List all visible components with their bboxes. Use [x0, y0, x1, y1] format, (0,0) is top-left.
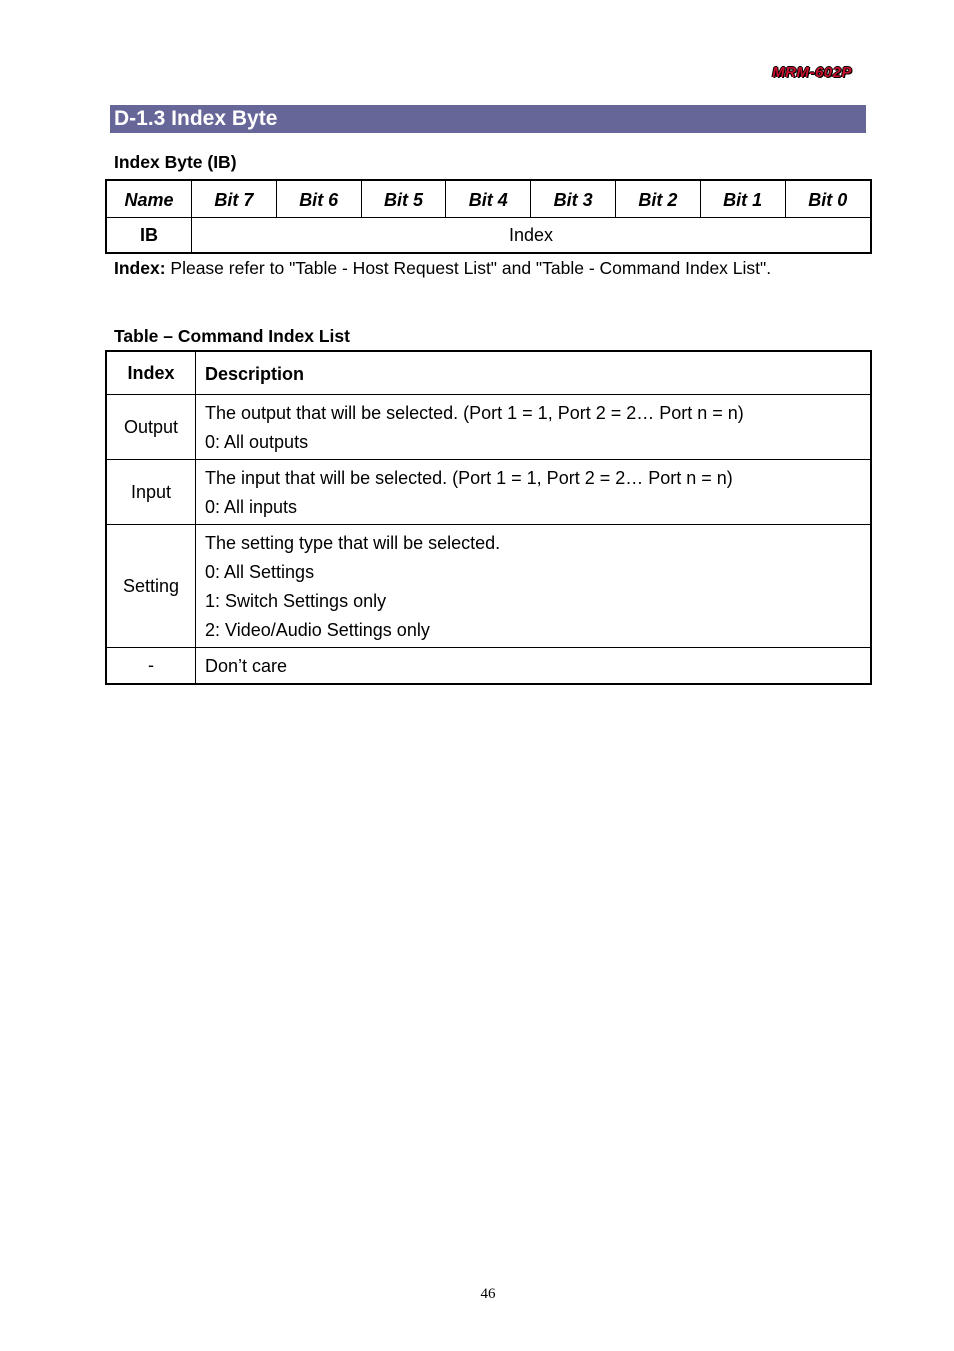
description-cell — [196, 648, 872, 685]
description-cell — [196, 460, 872, 525]
table-header-row — [106, 180, 871, 218]
index-cell: Setting — [106, 525, 196, 648]
table-row — [106, 395, 871, 460]
header-cell: Bit 5 — [361, 180, 446, 218]
table-header-row — [106, 351, 871, 395]
header-cell: Bit 1 — [700, 180, 785, 218]
note-text: Please refer to "Table - Host Request List" and "Table - Command Index List". — [165, 258, 772, 278]
table-row — [106, 218, 871, 254]
index-cell: Input — [106, 460, 196, 525]
row-value-cell: Index — [192, 218, 872, 254]
description-line: 1: Switch Settings only — [205, 591, 387, 611]
page-number: 46 — [480, 1286, 496, 1302]
header-cell: Bit 4 — [446, 180, 531, 218]
description-line: 0: All inputs — [205, 497, 298, 517]
header-cell: Bit 0 — [785, 180, 871, 218]
description-cell — [196, 525, 872, 648]
header-cell: Name — [106, 180, 192, 218]
table-row — [106, 525, 871, 648]
section-heading: D-1.3 Index Byte — [110, 105, 866, 133]
index-cell: Output — [106, 395, 196, 460]
header-index: Index — [106, 351, 196, 395]
index-note — [114, 258, 771, 279]
description-line: 0: All Settings — [205, 562, 315, 582]
table-row — [106, 460, 871, 525]
description-cell — [196, 395, 872, 460]
index-byte-table — [105, 179, 872, 254]
description-line: The setting type that will be selected. — [205, 533, 501, 553]
description-line: Don’t care — [205, 656, 288, 676]
header-cell: Bit 6 — [276, 180, 361, 218]
index-byte-caption: Index Byte (IB) — [114, 152, 237, 172]
command-table-caption: Table – Command Index List — [114, 326, 350, 346]
description-line: The input that will be selected. (Port 1 = 1, Port 2 = 2… Port n = n) — [205, 468, 733, 488]
table-row — [106, 648, 871, 685]
row-name-cell: IB — [106, 218, 192, 254]
note-label: Index: — [114, 258, 166, 278]
description-line: 2: Video/Audio Settings only — [205, 620, 430, 640]
description-line: 0: All outputs — [205, 432, 309, 452]
header-description: Description — [196, 351, 872, 395]
description-line: The output that will be selected. (Port 1 = 1, Port 2 = 2… Port n = n) — [205, 403, 744, 423]
brand-logo: MRM-602P — [772, 64, 852, 81]
header-cell: Bit 2 — [615, 180, 700, 218]
header-cell: Bit 3 — [531, 180, 616, 218]
command-index-table — [105, 350, 872, 685]
index-cell: - — [106, 648, 196, 685]
header-cell: Bit 7 — [192, 180, 277, 218]
